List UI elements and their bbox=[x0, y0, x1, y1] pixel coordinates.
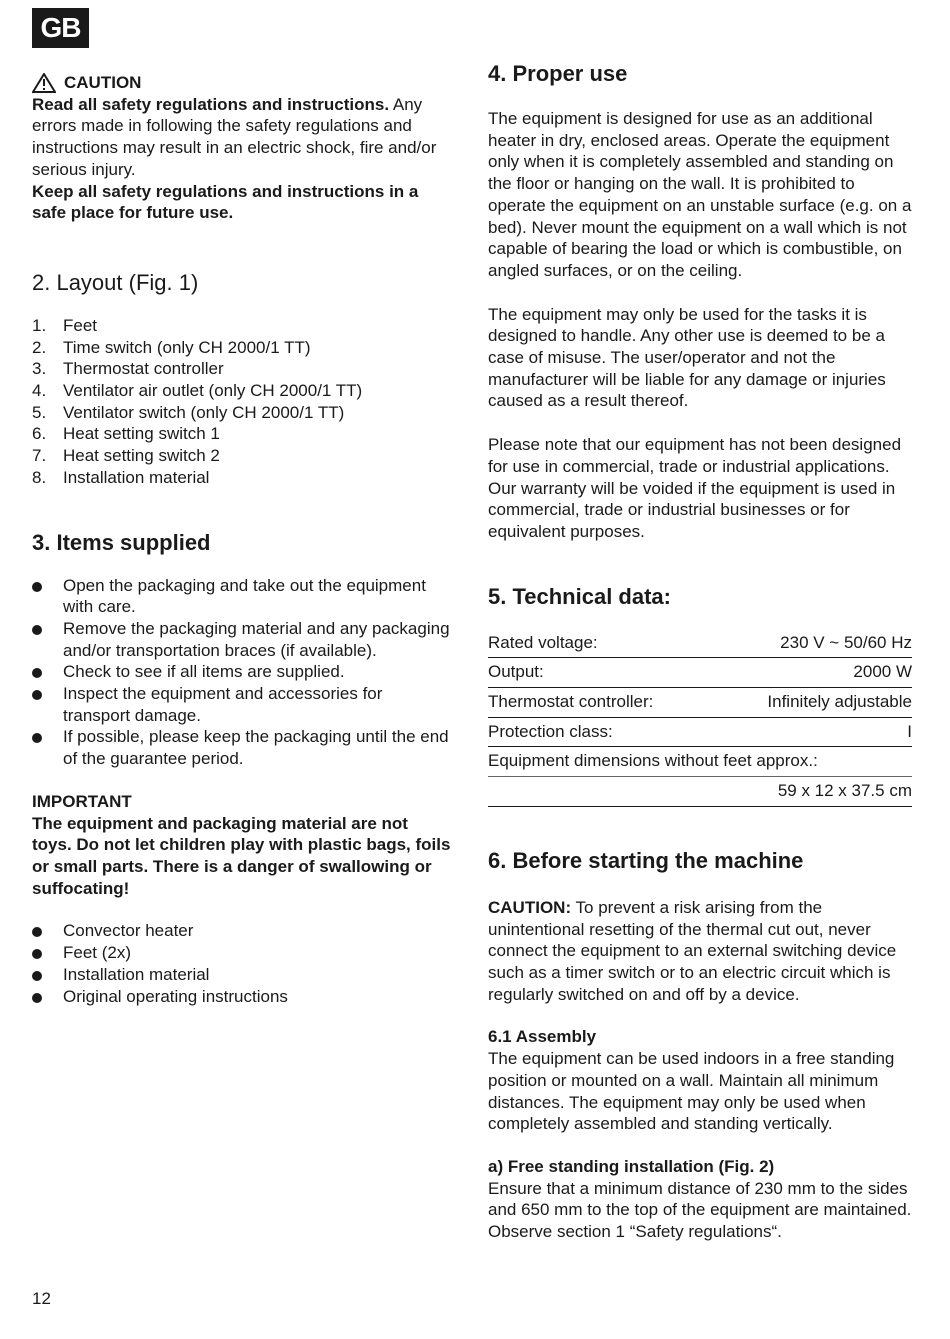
item-number: 3. bbox=[32, 359, 47, 379]
technical-data-heading: 5. Technical data: bbox=[488, 583, 671, 609]
row-value: I bbox=[714, 717, 912, 747]
list-item bbox=[32, 575, 452, 618]
left-column bbox=[32, 72, 452, 1007]
row-label: Protection class: bbox=[488, 717, 714, 747]
assembly-heading: 6.1 Assembly bbox=[488, 1027, 597, 1047]
proper-use-heading: 4. Proper use bbox=[488, 61, 628, 86]
list-item bbox=[32, 402, 452, 424]
bullet-icon bbox=[32, 683, 63, 726]
important-title: IMPORTANT bbox=[32, 791, 132, 811]
item-text: Feet bbox=[63, 315, 98, 335]
item-text: Time switch (only CH 2000/1 TT) bbox=[63, 337, 311, 357]
item-number: 5. bbox=[32, 402, 47, 422]
layout-list bbox=[32, 315, 452, 489]
bullet-icon bbox=[32, 661, 63, 683]
caution-title: CAUTION bbox=[64, 73, 142, 92]
bullet-icon bbox=[32, 618, 63, 661]
item-text: If possible, please keep the packaging until the end of the guarantee period. bbox=[63, 727, 449, 769]
supplied-items-list bbox=[32, 920, 452, 1007]
row-label: Rated voltage: bbox=[488, 629, 714, 658]
item-number: 2. bbox=[32, 337, 47, 357]
item-text: Installation material bbox=[63, 964, 210, 984]
item-text: Inspect the equipment and accessories for transport damage. bbox=[63, 684, 383, 725]
row-label: Equipment dimensions without feet approx.: bbox=[488, 747, 912, 777]
list-item bbox=[32, 986, 452, 1008]
bullet-icon bbox=[32, 726, 63, 769]
row-label: Output: bbox=[488, 658, 714, 688]
caution-paragraph bbox=[32, 94, 452, 181]
language-badge: GB bbox=[32, 8, 89, 48]
page-number: 12 bbox=[32, 1289, 51, 1308]
item-text: Ventilator switch (only CH 2000/1 TT) bbox=[63, 402, 345, 422]
bullet-icon bbox=[32, 942, 63, 964]
technical-data-table bbox=[488, 629, 912, 807]
list-item bbox=[32, 445, 452, 467]
list-item bbox=[32, 315, 452, 337]
item-text: Heat setting switch 2 bbox=[63, 446, 220, 466]
item-text: Remove the packaging material and any packaging and/or transportation braces (if available). bbox=[63, 618, 450, 660]
item-text: Installation material bbox=[63, 467, 210, 487]
bullet-icon bbox=[32, 986, 63, 1008]
free-standing-heading: a) Free standing installation (Fig. 2) bbox=[488, 1156, 775, 1176]
item-text: Feet (2x) bbox=[63, 943, 132, 963]
caution-bold-text: Read all safety regulations and instructions. bbox=[32, 94, 390, 114]
list-item bbox=[32, 337, 452, 359]
row-label: Thermostat controller: bbox=[488, 688, 714, 718]
important-text: The equipment and packaging material are not toys. Do not let children play with plastic bags, foils or small parts. There is a danger of swallowing or suffocating! bbox=[32, 813, 451, 898]
table-row bbox=[488, 629, 912, 658]
list-item bbox=[32, 380, 452, 402]
row-value: 230 V ~ 50/60 Hz bbox=[714, 629, 912, 658]
item-text: Original operating instructions bbox=[63, 986, 288, 1006]
list-item bbox=[32, 964, 452, 986]
list-item bbox=[32, 683, 452, 726]
assembly-text: The equipment can be used indoors in a free standing position or mounted on a wall. Maintain all minimum distances. The equipment may only be used when completely assembled and standing vertically. bbox=[488, 1049, 895, 1134]
list-item bbox=[32, 726, 452, 769]
list-item bbox=[32, 467, 452, 489]
bullet-icon bbox=[32, 964, 63, 986]
table-row bbox=[488, 688, 912, 718]
bullet-icon bbox=[32, 575, 63, 618]
item-number: 6. bbox=[32, 424, 47, 444]
row-value: 59 x 12 x 37.5 cm bbox=[488, 777, 912, 807]
bullet-icon bbox=[32, 920, 63, 942]
list-item bbox=[32, 920, 452, 942]
items-supplied-heading: 3. Items supplied bbox=[32, 529, 211, 555]
row-value: Infinitely adjustable bbox=[714, 688, 912, 718]
items-steps-list bbox=[32, 575, 452, 770]
item-text: Ventilator air outlet (only CH 2000/1 TT) bbox=[63, 381, 363, 401]
table-row bbox=[488, 717, 912, 747]
right-column bbox=[488, 60, 912, 1243]
caution-text: To prevent a risk arising from the unintentional resetting of the thermal cut out, never connect the equipment to an external switching device such as a timer switch or to an electric circuit which is regularly switched on and off by a device. bbox=[488, 897, 897, 1004]
proper-use-paragraph-1: The equipment is designed for use as an additional heater in dry, enclosed areas. Operate the equipment only when it is completely assembled and standing on the floor or hanging on the wall. It is prohibited to operate the equipment on an unstable surface (e.g. on a bed). Never mount the equipment on a wall which is not capable of bearing the load or which is combustible, on angled surfaces, or on the ceiling. bbox=[488, 109, 912, 280]
before-caution-paragraph bbox=[488, 897, 912, 1006]
item-text: Convector heater bbox=[63, 921, 194, 941]
list-item bbox=[32, 358, 452, 380]
caution-heading bbox=[32, 72, 452, 94]
table-row bbox=[488, 658, 912, 688]
caution-keep-text: Keep all safety regulations and instructions in a safe place for future use. bbox=[32, 181, 419, 223]
list-item bbox=[32, 942, 452, 964]
item-number: 8. bbox=[32, 467, 47, 487]
proper-use-paragraph-3: Please note that our equipment has not been designed for use in commercial, trade or industrial applications. Our warranty will be voided if the equipment is used in commercial, trade or industrial businesses or for equivalent purposes. bbox=[488, 435, 902, 541]
item-text: Check to see if all items are supplied. bbox=[63, 662, 345, 682]
item-number: 7. bbox=[32, 446, 47, 466]
layout-heading: 2. Layout (Fig. 1) bbox=[32, 269, 199, 295]
item-text: Thermostat controller bbox=[63, 359, 224, 379]
list-item bbox=[32, 423, 452, 445]
table-row bbox=[488, 747, 912, 777]
list-item bbox=[32, 661, 452, 683]
free-standing-text: Ensure that a minimum distance of 230 mm to the sides and 650 mm to the top of the equipment are maintained. Observe section 1 “Safety regulations“. bbox=[488, 1178, 912, 1242]
proper-use-paragraph-2: The equipment may only be used for the tasks it is designed to handle. Any other use is deemed to be a case of misuse. The user/operator and not the manufacturer will be liable for any damage or injuries caused as a result thereof. bbox=[488, 304, 886, 411]
list-item bbox=[32, 618, 452, 661]
item-number: 1. bbox=[32, 315, 47, 335]
item-number: 4. bbox=[32, 381, 47, 401]
item-text: Heat setting switch 1 bbox=[63, 424, 220, 444]
warning-triangle-icon bbox=[32, 73, 56, 93]
caution-label: CAUTION: bbox=[488, 897, 572, 917]
item-text: Open the packaging and take out the equipment with care. bbox=[63, 575, 426, 617]
row-value: 2000 W bbox=[714, 658, 912, 688]
caution-text: Any errors made in following the safety regulations and instructions may result in an electric shock, fire and/or serious injury. bbox=[32, 94, 437, 179]
table-row bbox=[488, 777, 912, 807]
before-starting-heading: 6. Before starting the machine bbox=[488, 847, 804, 873]
